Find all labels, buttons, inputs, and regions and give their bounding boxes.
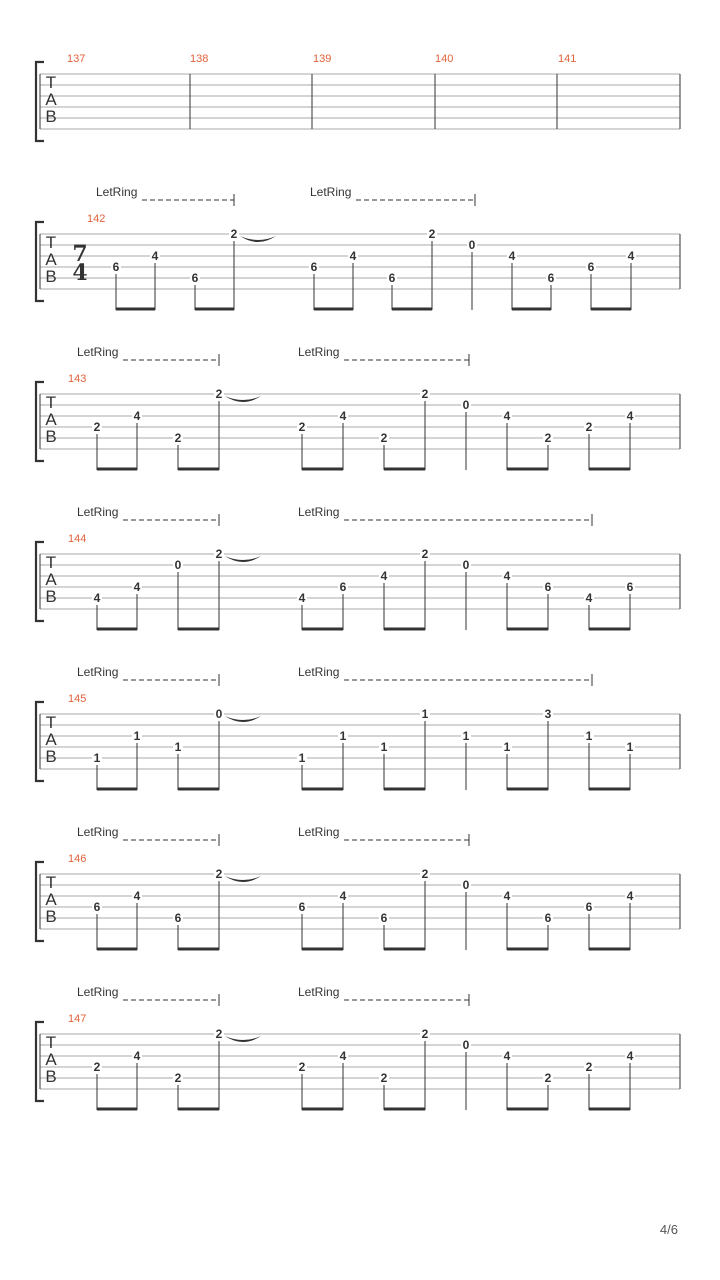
tie-arc (225, 556, 261, 562)
fret-number: 2 (215, 387, 223, 401)
fret-number: 6 (339, 580, 347, 594)
fret-number: 2 (215, 1027, 223, 1041)
fret-number: 4 (380, 569, 388, 583)
fret-number: 4 (339, 409, 347, 423)
fret-number: 2 (298, 1060, 306, 1074)
measure-number: 143 (68, 373, 87, 385)
fret-number: 6 (310, 260, 318, 274)
fret-number: 4 (503, 569, 511, 583)
fret-number: 1 (380, 740, 388, 754)
measure-number: 145 (68, 693, 87, 705)
tab-clef-letter: B (45, 587, 57, 606)
fret-number: 4 (626, 409, 634, 423)
fret-number: 4 (339, 889, 347, 903)
fret-number: 4 (133, 1049, 141, 1063)
tab-clef-letter: T (45, 713, 57, 732)
fret-number: 2 (298, 420, 306, 434)
measure-number: 140 (435, 53, 454, 65)
measure-number: 141 (558, 53, 577, 65)
tab-clef-letter: B (45, 747, 57, 766)
fret-number: 2 (544, 1071, 552, 1085)
fret-number: 2 (421, 867, 429, 881)
tab-clef-letter: T (45, 1033, 57, 1052)
fret-number: 6 (380, 911, 388, 925)
fret-number: 2 (93, 1060, 101, 1074)
fret-number: 1 (174, 740, 182, 754)
fret-number: 4 (349, 249, 357, 263)
fret-number: 6 (112, 260, 120, 274)
tab-clef-letter: B (45, 267, 57, 286)
measure-number: 137 (67, 53, 86, 65)
let-ring-label: LetRing (310, 185, 352, 199)
fret-number: 4 (133, 889, 141, 903)
let-ring-label: LetRing (298, 825, 340, 839)
tab-clef-letter: A (45, 570, 57, 589)
fret-number: 4 (508, 249, 516, 263)
tab-clef-letter: T (45, 393, 57, 412)
let-ring-label: LetRing (77, 345, 119, 359)
fret-number: 0 (215, 707, 223, 721)
fret-number: 4 (626, 889, 634, 903)
fret-number: 6 (585, 900, 593, 914)
let-ring-label: LetRing (96, 185, 138, 199)
tie-arc (240, 236, 276, 242)
tab-clef-letter: B (45, 427, 57, 446)
tie-arc (225, 1036, 261, 1042)
fret-number: 4 (626, 1049, 634, 1063)
tab-clef-letter: T (45, 553, 57, 572)
fret-number: 4 (503, 1049, 511, 1063)
let-ring-label: LetRing (77, 665, 119, 679)
fret-number: 6 (544, 911, 552, 925)
fret-number: 6 (298, 900, 306, 914)
time-signature-bottom: 4 (72, 260, 88, 286)
fret-number: 6 (626, 580, 634, 594)
fret-number: 6 (174, 911, 182, 925)
fret-number: 0 (468, 238, 476, 252)
fret-number: 2 (585, 420, 593, 434)
tab-clef-letter: B (45, 1067, 57, 1086)
tab-clef-letter: B (45, 907, 57, 926)
tab-clef-letter: T (45, 873, 57, 892)
tab-clef-letter: A (45, 1050, 57, 1069)
measure-number: 146 (68, 853, 87, 865)
fret-number: 0 (462, 878, 470, 892)
time-signature-top: 7 (72, 241, 88, 267)
fret-number: 4 (133, 580, 141, 594)
fret-number: 1 (585, 729, 593, 743)
tie-arc (225, 876, 261, 882)
fret-number: 2 (215, 867, 223, 881)
fret-number: 1 (133, 729, 141, 743)
fret-number: 2 (380, 1071, 388, 1085)
let-ring-label: LetRing (77, 505, 119, 519)
fret-number: 2 (230, 227, 238, 241)
fret-number: 6 (547, 271, 555, 285)
fret-number: 1 (339, 729, 347, 743)
fret-number: 2 (421, 1027, 429, 1041)
fret-number: 2 (380, 431, 388, 445)
let-ring-label: LetRing (298, 345, 340, 359)
let-ring-label: LetRing (298, 505, 340, 519)
fret-number: 4 (298, 591, 306, 605)
fret-number: 4 (151, 249, 159, 263)
fret-number: 6 (388, 271, 396, 285)
fret-number: 0 (174, 558, 182, 572)
tab-clef-letter: A (45, 890, 57, 909)
fret-number: 0 (462, 398, 470, 412)
tab-clef-letter: A (45, 730, 57, 749)
tab-clef-letter: A (45, 90, 57, 109)
let-ring-label: LetRing (77, 825, 119, 839)
measure-number: 142 (87, 213, 106, 225)
fret-number: 6 (93, 900, 101, 914)
fret-number: 2 (93, 420, 101, 434)
fret-number: 4 (133, 409, 141, 423)
fret-number: 4 (627, 249, 635, 263)
let-ring-label: LetRing (77, 985, 119, 999)
fret-number: 4 (93, 591, 101, 605)
fret-number: 0 (462, 558, 470, 572)
tab-clef-letter: A (45, 410, 57, 429)
page-number: 4/6 (659, 1222, 678, 1237)
fret-number: 2 (428, 227, 436, 241)
tie-arc (225, 396, 261, 402)
fret-number: 1 (626, 740, 634, 754)
fret-number: 1 (93, 751, 101, 765)
tab-clef-letter: A (45, 250, 57, 269)
measure-number: 138 (190, 53, 209, 65)
fret-number: 1 (462, 729, 470, 743)
fret-number: 2 (215, 547, 223, 561)
let-ring-label: LetRing (298, 665, 340, 679)
fret-number: 4 (503, 889, 511, 903)
fret-number: 4 (339, 1049, 347, 1063)
fret-number: 2 (174, 431, 182, 445)
fret-number: 4 (585, 591, 593, 605)
measure-number: 139 (313, 53, 332, 65)
fret-number: 0 (462, 1038, 470, 1052)
fret-number: 6 (587, 260, 595, 274)
fret-number: 2 (421, 547, 429, 561)
tab-clef-letter: T (45, 233, 57, 252)
fret-number: 1 (503, 740, 511, 754)
fret-number: 3 (544, 707, 552, 721)
fret-number: 2 (544, 431, 552, 445)
tie-arc (225, 716, 261, 722)
fret-number: 2 (585, 1060, 593, 1074)
fret-number: 4 (503, 409, 511, 423)
fret-number: 6 (191, 271, 199, 285)
measure-number: 144 (68, 533, 87, 545)
fret-number: 2 (174, 1071, 182, 1085)
fret-number: 1 (298, 751, 306, 765)
measure-number: 147 (68, 1013, 87, 1025)
tab-clef-letter: B (45, 107, 57, 126)
tab-clef-letter: T (45, 73, 57, 92)
let-ring-label: LetRing (298, 985, 340, 999)
fret-number: 2 (421, 387, 429, 401)
fret-number: 1 (421, 707, 429, 721)
fret-number: 6 (544, 580, 552, 594)
